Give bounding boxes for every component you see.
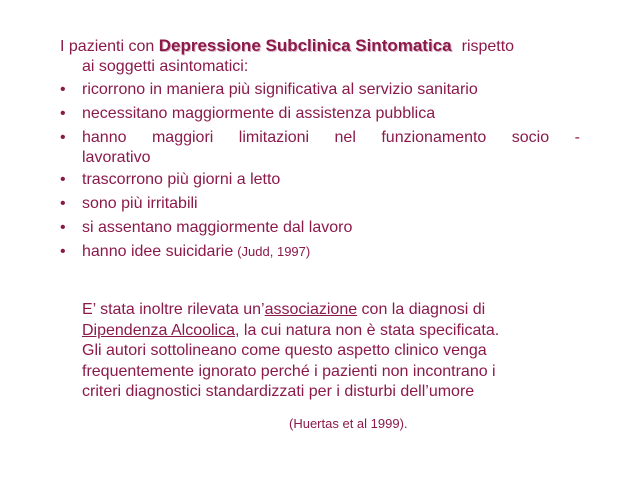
list-item — [60, 78, 580, 102]
bullet-dot: • — [60, 243, 66, 260]
bullet-dot: • — [60, 219, 66, 236]
bullet-dot: • — [60, 195, 66, 212]
bullet-dot: • — [60, 81, 66, 98]
text-run: con la diagnosi di — [357, 301, 486, 318]
intro-line-2: ai soggetti asintomatici: — [82, 58, 249, 75]
list-item — [60, 240, 580, 264]
bullet-list — [60, 78, 580, 264]
associazione-link: associazione — [264, 301, 358, 318]
list-item — [60, 168, 580, 192]
bullet-text: trascorrono più giorni a letto — [82, 171, 281, 188]
bullet-text: hanno idee suicidarie — [82, 243, 234, 260]
intro-text — [60, 36, 580, 77]
bullet-reference: (Judd, 1997) — [237, 244, 311, 259]
body-paragraph — [82, 300, 582, 403]
list-item — [60, 126, 580, 168]
intro-prefix: I pazienti con — [60, 38, 155, 55]
list-item — [60, 102, 580, 126]
list-item — [60, 216, 580, 240]
bullet-dot: • — [60, 105, 66, 122]
paragraph-line: frequentemente ignorato perché i pazienti non incontrano i — [82, 362, 496, 380]
bullet-text-continuation: lavorativo — [82, 149, 151, 166]
paragraph-line: Gli autori sottolineano come questo aspetto clinico venga — [82, 342, 487, 359]
word: limitazioni — [238, 129, 310, 146]
dipendenza-alcoolica-link: Dipendenza Alcoolica — [82, 321, 235, 339]
bullet-text: necessitano maggiormente di assistenza pubblica — [82, 105, 436, 122]
word: nel — [334, 129, 356, 146]
bullet-text: sono più irritabili — [82, 195, 198, 212]
citation: (Huertas et al 1999). — [289, 416, 408, 431]
word: hanno — [82, 129, 127, 146]
intro-line-1 — [60, 36, 580, 57]
word: - — [574, 129, 580, 146]
word: funzionamento — [381, 129, 487, 146]
word: socio — [511, 129, 550, 146]
paragraph-line: criteri diagnostici standardizzati per i disturbi dell’umore — [82, 383, 475, 400]
bullet-text-justified — [82, 126, 580, 150]
intro-suffix: rispetto — [461, 38, 515, 55]
word: maggiori — [151, 129, 214, 146]
text-run: E’ stata inoltre rilevata un’ — [82, 301, 265, 318]
bullet-text: si assentano maggiormente dal lavoro — [82, 219, 353, 236]
text-run: , la cui natura non è stata specificata. — [235, 321, 500, 339]
paragraph-line — [82, 321, 582, 342]
paragraph-line — [82, 300, 582, 321]
intro-emphasis: Depressione Subclinica Sintomatica — [158, 36, 452, 55]
bullet-dot: • — [60, 129, 66, 146]
bullet-text: ricorrono in maniera più significativa al servizio sanitario — [82, 81, 478, 98]
bullet-dot: • — [60, 171, 66, 188]
list-item — [60, 192, 580, 216]
